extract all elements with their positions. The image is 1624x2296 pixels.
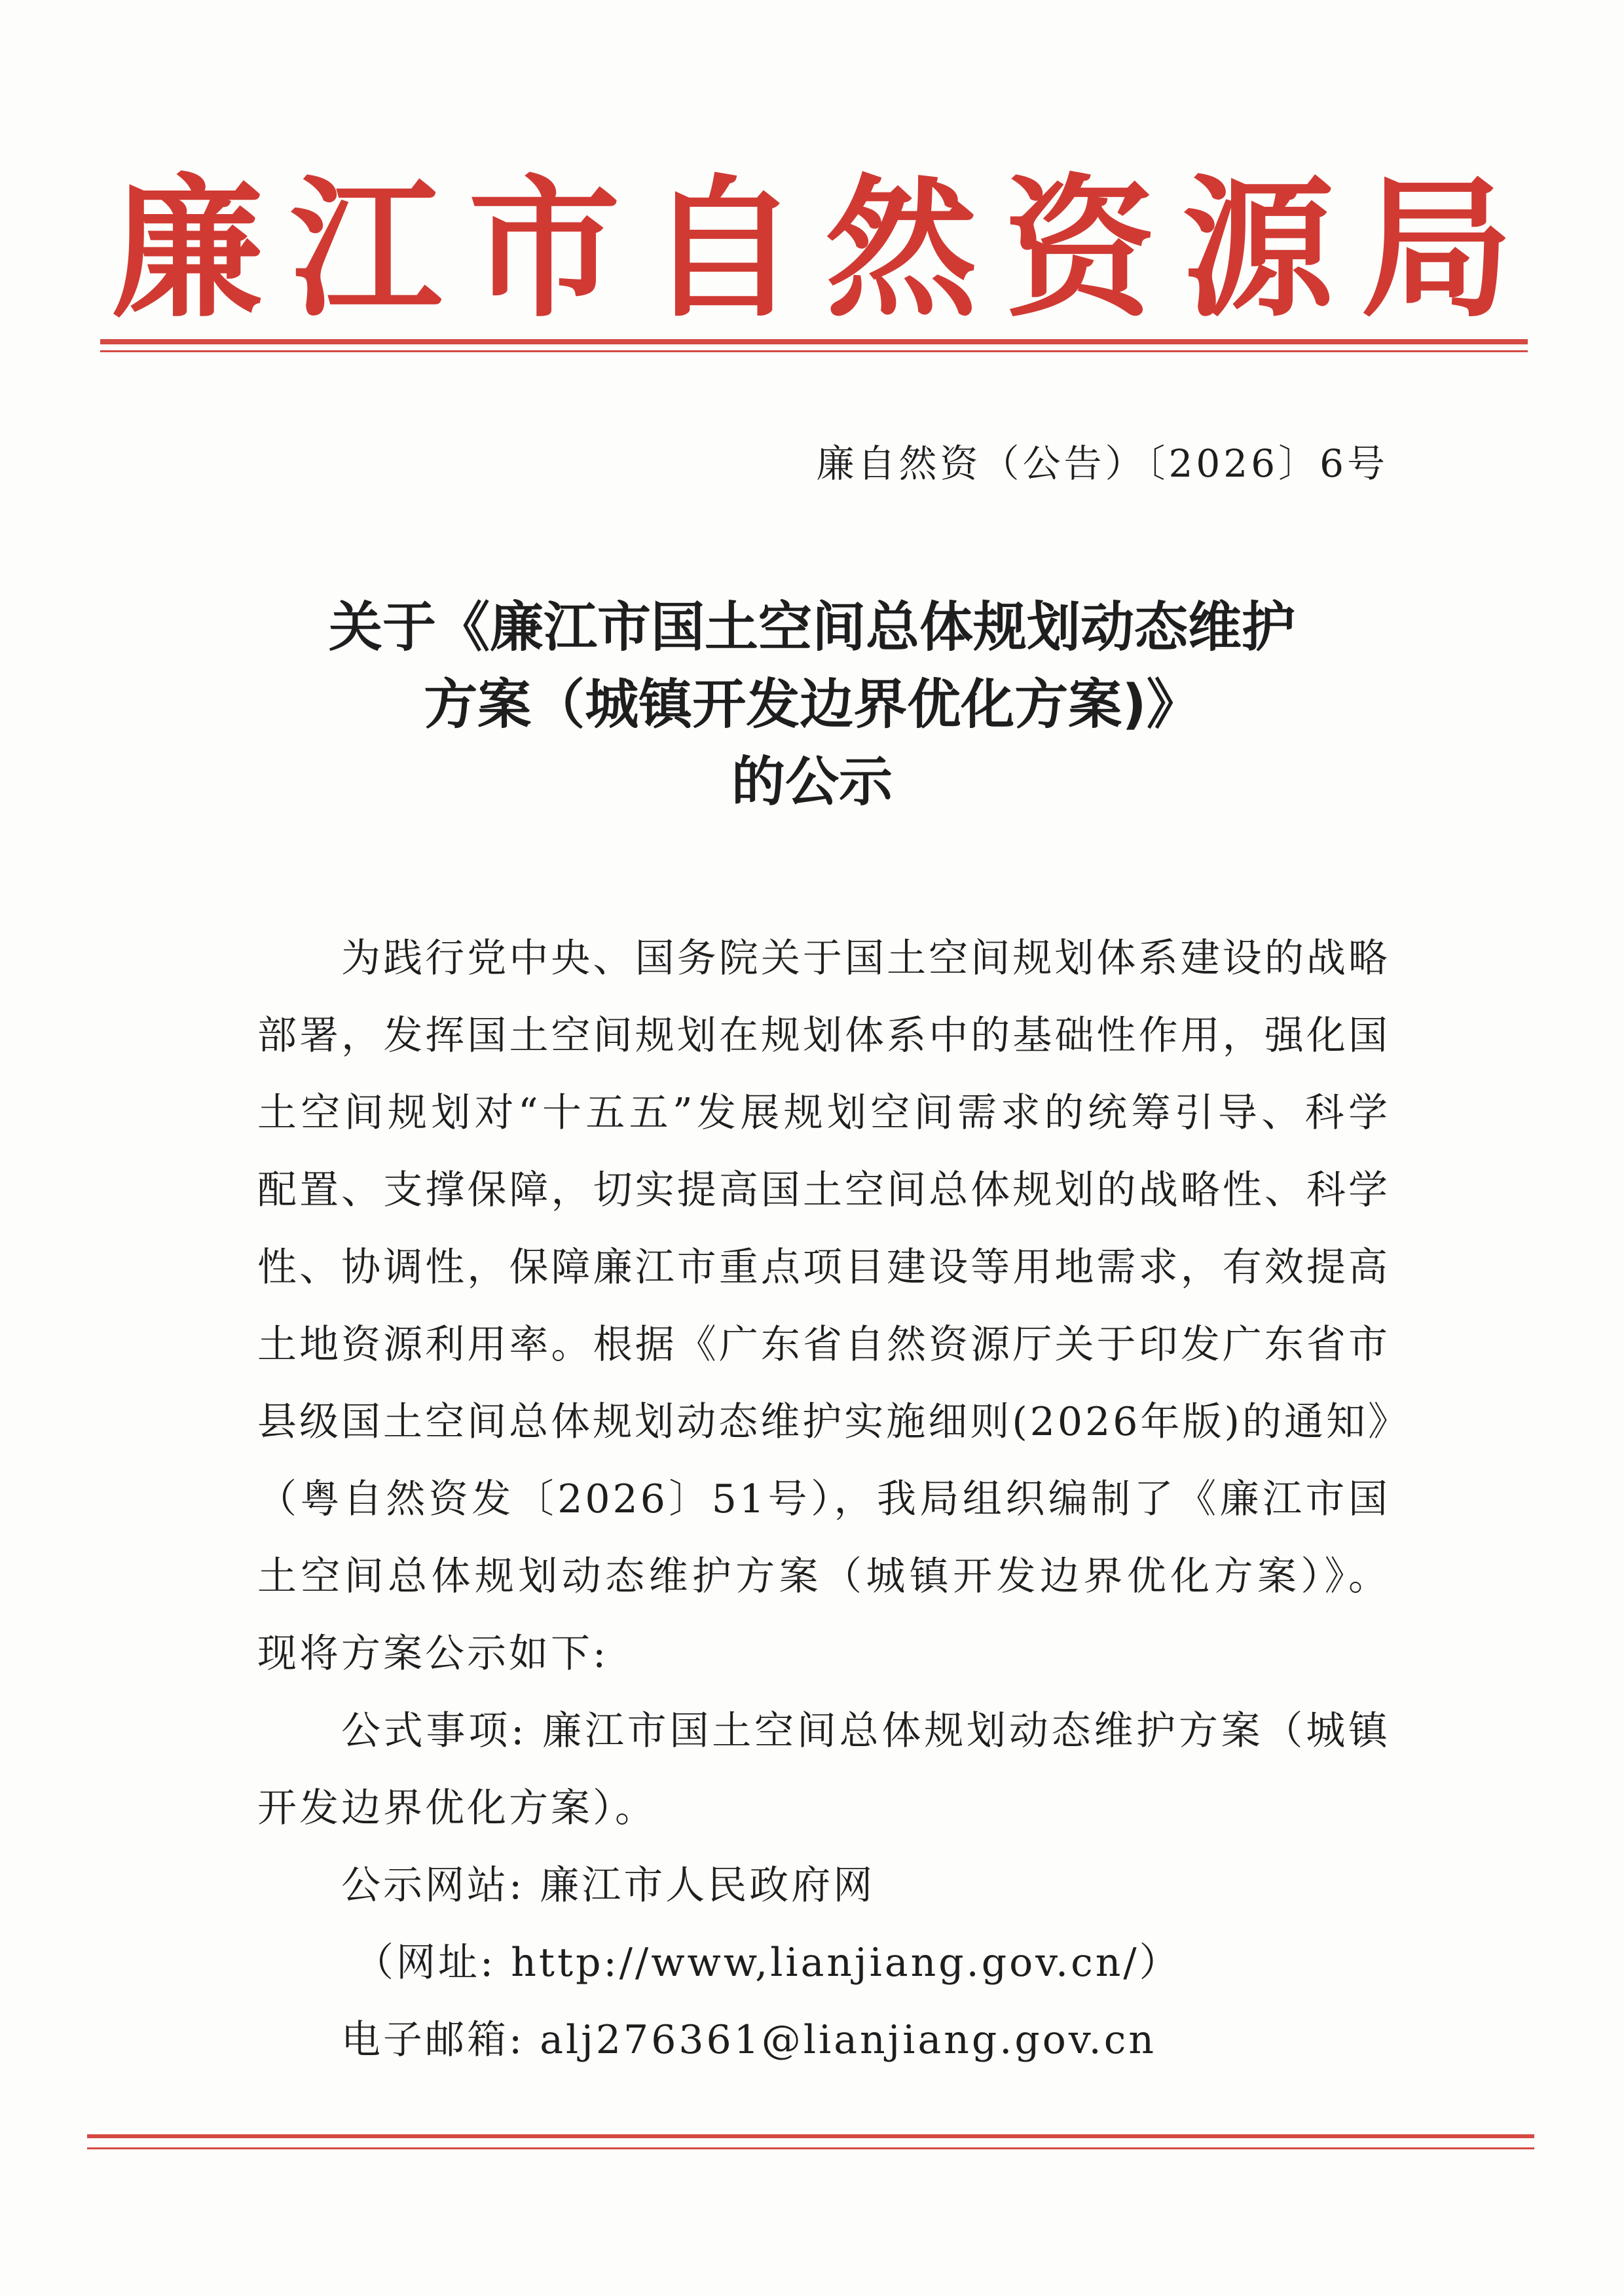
- masthead-char: 自: [646, 159, 799, 338]
- masthead-char: 市: [468, 159, 621, 338]
- title-line: 方案（城镇开发边界优化方案)》: [424, 674, 1200, 736]
- footer-rule-bottom: [87, 2147, 1534, 2149]
- masthead-char: 资: [1003, 159, 1156, 338]
- header-double-rule-top: [100, 339, 1528, 344]
- body-paragraph: 为践行党中央、国务院关于国土空间规划体系建设的战略部署，发挥国土空间规划在规划体系中的基础性作用，强化国土空间规划对“十五五”发展规划空间需求的统筹引导、科学配置、支撑保障，切实提高国土空间总体规划的战略性、科学性、协调性，保障廉江市重点项目建设等用地需求，有效提高土地资源利用率。根据《广东省自然资源厅关于印发广东省市县级国土空间总体规划动态维护实施细则(2026年版)的通知》（粤自然资发〔2026〕51号），我局组织编制了《廉江市国土空间总体规划动态维护方案（城镇开发边界优化方案）》。现将方案公示如下:: [257, 936, 1390, 1677]
- masthead-char: 局: [1360, 159, 1513, 338]
- header-double-rule-bottom: [100, 350, 1528, 352]
- masthead-char: 江: [289, 159, 442, 338]
- title-line: 的公示: [731, 751, 893, 813]
- footer-rule-top: [87, 2134, 1534, 2138]
- notice-title: [164, 589, 1460, 821]
- title-line: 关于《廉江市国土空间总体规划动态维护: [328, 596, 1295, 659]
- website-address: （网址: http://www,lianjiang.gov.cn/）: [354, 1940, 1181, 1986]
- agency-masthead: [98, 159, 1526, 338]
- masthead-char: 源: [1182, 159, 1335, 338]
- email-line: 电子邮箱: alj276361@lianjiang.gov.cn: [341, 2017, 1157, 2063]
- masthead-char: 然: [825, 159, 978, 338]
- document-number: 廉自然资（公告）〔2026〕6号: [816, 441, 1388, 486]
- masthead-char: 廉: [111, 159, 264, 338]
- notice-item: 公式事项: 廉江市国土空间总体规划动态维护方案（城镇开发边界优化方案）。: [257, 1708, 1390, 1831]
- notice-body: [257, 920, 1390, 2079]
- website-label: 公示网站: 廉江市人民政府网: [341, 1863, 876, 1908]
